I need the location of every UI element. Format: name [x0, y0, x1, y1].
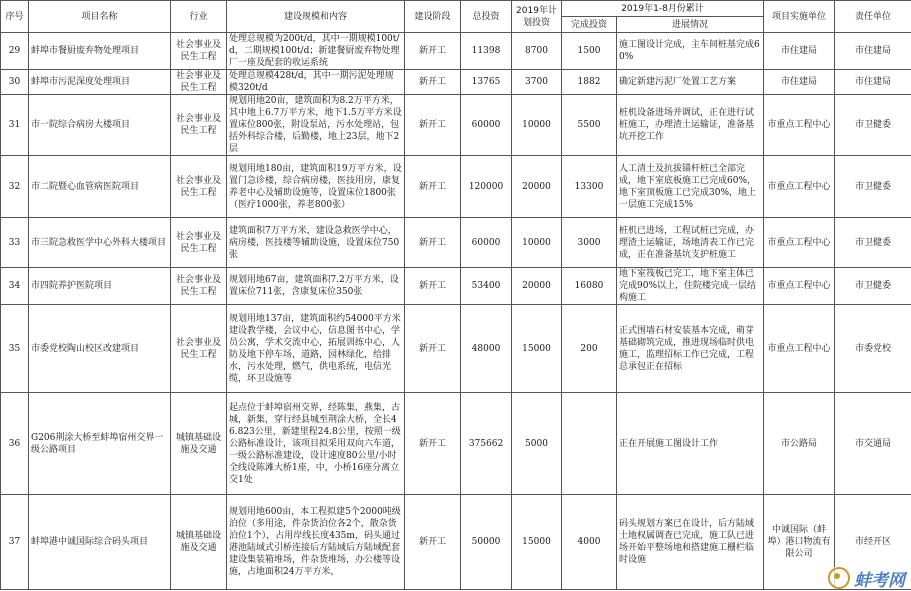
header-progress: 进展情况: [617, 17, 764, 33]
row-progress: 码头规划方案已在设计，后方陆域土地权属调查已完成，施工队已进场开始平整场地和搭建施工栅栏临时设施: [617, 495, 764, 590]
row-scope: 规划用地180亩，建筑面积19万平方米，设置门急诊楼，综合病房楼，医技用房，康复养老中心及辅助设施等，设置床位1800张（医疗1000张，养老800张）: [227, 156, 405, 218]
header-total: 总投资: [461, 1, 512, 33]
row-total: 13765: [461, 70, 512, 95]
table-row: [1, 495, 911, 590]
row-scope: 起点位于蚌埠宿州交界，经陈集，燕集，古城，新集，穿行经县城至荆涂大桥，全长46.823公里，新建里程24.8公里，按照一级公路标准设计，该项目拟采用双向六车道，一级公路标准建设，设计速度80公里/小时全线设陈滩大桥1座，中，小桥16座分离立交1处: [227, 393, 405, 495]
row-total: 50000: [461, 495, 512, 590]
row-stage: 新开工: [405, 495, 461, 590]
watermark-text: 蚌考网: [854, 566, 905, 591]
row-seq: 37: [1, 495, 29, 590]
row-scope: 规划用地600亩，本工程拟建5个2000吨级泊位（多用途，件杂货泊位各2个，散杂货泊位1个），占用岸线长度435m，码头通过港池陆域式引桥连接后方陆域后方陆域配套建设集装箱堆场，件杂货堆场，办公楼等设施，占地面积24万平方米，: [227, 495, 405, 590]
row-progress: 人工清土及抗拔锚杆桩已全部完成，地下室底板施工已完成60%，地下室顶板施工已完成30%，地上一层施工完成15%: [617, 156, 764, 218]
table-row: [1, 268, 911, 305]
row-responsible: 市经开区: [835, 495, 911, 590]
row-plan: 3700: [512, 70, 562, 95]
row-seq: 35: [1, 305, 29, 393]
row-total: 48000: [461, 305, 512, 393]
row-industry: 社会事业及民生工程: [171, 33, 227, 70]
row-stage: 新开工: [405, 156, 461, 218]
row-responsible: 市住建局: [835, 70, 911, 95]
row-stage: 新开工: [405, 33, 461, 70]
row-implementer: 市重点工程中心: [764, 156, 835, 218]
row-plan: 8700: [512, 33, 562, 70]
row-progress: 桩机已进场，工程试桩已完成，办理渣土运输证，场地清表工作已完成，正在准备基坑支护桩施工: [617, 218, 764, 268]
table-header: [1, 1, 911, 33]
header-industry: 行业: [171, 1, 227, 33]
header-name: 项目名称: [29, 1, 171, 33]
row-total: 11398: [461, 33, 512, 70]
row-industry: 社会事业及民生工程: [171, 95, 227, 156]
row-done: 1500: [562, 33, 617, 70]
row-stage: 新开工: [405, 95, 461, 156]
row-name: 市二院暨心血管病医院项目: [29, 156, 171, 218]
header-scope: 建设规模和内容: [227, 1, 405, 33]
watermark: [824, 567, 909, 589]
watermark-logo-icon: [828, 567, 850, 589]
row-name: 市四院养护医院项目: [29, 268, 171, 305]
row-total: 53400: [461, 268, 512, 305]
row-name: 蚌埠市污泥深度处理项目: [29, 70, 171, 95]
row-progress: 桩机设备进场并调试，正在进行试桩施工，办理渣土运输证，准备基坑开挖工作: [617, 95, 764, 156]
row-stage: 新开工: [405, 305, 461, 393]
row-progress: 地下室筏板已完工，地下室主体已完成90%以上，住院楼完成一层结构施工: [617, 268, 764, 305]
row-plan: 20000: [512, 156, 562, 218]
row-done: 1882: [562, 70, 617, 95]
row-done: 3000: [562, 218, 617, 268]
row-responsible: 市卫健委: [835, 218, 911, 268]
row-seq: 34: [1, 268, 29, 305]
row-industry: 社会事业及民生工程: [171, 156, 227, 218]
row-industry: 社会事业及民生工程: [171, 218, 227, 268]
row-scope: 处理总规模为200t/d，其中一期规模100t/d，二期规模100t/d；新建餐厨废弃物处理厂一座及配套的收运系统: [227, 33, 405, 70]
header-plan: 2019年计划投资: [512, 1, 562, 33]
row-industry: 城镇基础设施及交通: [171, 495, 227, 590]
table-row: [1, 156, 911, 218]
row-implementer: 市公路局: [764, 393, 835, 495]
row-done: 13300: [562, 156, 617, 218]
row-responsible: 市卫健委: [835, 95, 911, 156]
row-seq: 36: [1, 393, 29, 495]
header-seq: 序号: [1, 1, 29, 33]
row-total: 375662: [461, 393, 512, 495]
row-scope: 规划用地137亩，建筑面积约54000平方米建设教学楼，会议中心，信息图书中心，学员公寓，学术交流中心，拓展训练中心，人防及地下停车场，道路，园林绿化，给排水，污水处理，燃气，供电系统，电信光缆，环卫设施等: [227, 305, 405, 393]
row-responsible: 市委党校: [835, 305, 911, 393]
table-row: [1, 70, 911, 95]
row-implementer: 市重点工程中心: [764, 305, 835, 393]
row-plan: 15000: [512, 305, 562, 393]
table-row: [1, 33, 911, 70]
row-progress: 正式围墙石材安装基本完成，萌芽基础砌筑完成，推进现场临时供电施工，监理招标工作已完成，工程总承包正在招标: [617, 305, 764, 393]
row-industry: 社会事业及民生工程: [171, 305, 227, 393]
table-row: [1, 393, 911, 495]
row-implementer: 市重点工程中心: [764, 95, 835, 156]
row-responsible: 市交通局: [835, 393, 911, 495]
row-name: 蚌埠市餐厨废弃物处理项目: [29, 33, 171, 70]
row-name: 蚌埠港中诚国际综合码头项目: [29, 495, 171, 590]
row-progress: 施工图设计完成，主车间桩基完成60%: [617, 33, 764, 70]
row-done: 16080: [562, 268, 617, 305]
header-cumulative-group: 2019年1-8月份累计: [562, 1, 764, 17]
row-progress: 确定新建污泥厂处置工艺方案: [617, 70, 764, 95]
header-implementer: 项目实施单位: [764, 1, 835, 33]
row-plan: 15000: [512, 495, 562, 590]
row-name: 市委党校陶山校区改建项目: [29, 305, 171, 393]
row-responsible: 市卫健委: [835, 268, 911, 305]
row-total: 60000: [461, 218, 512, 268]
row-stage: 新开工: [405, 218, 461, 268]
row-industry: 社会事业及民生工程: [171, 70, 227, 95]
row-seq: 30: [1, 70, 29, 95]
row-done: 4000: [562, 495, 617, 590]
row-seq: 29: [1, 33, 29, 70]
row-industry: 城镇基础设施及交通: [171, 393, 227, 495]
table-row: [1, 305, 911, 393]
row-implementer: 中诚国际（蚌埠）港口物流有限公司: [764, 495, 835, 590]
row-scope: 建筑面积7万平方米，建设急救医学中心，病房楼，医技楼等辅助设施，设置床位750张: [227, 218, 405, 268]
header-stage: 建设阶段: [405, 1, 461, 33]
row-seq: 33: [1, 218, 29, 268]
row-name: 市三院急救医学中心外科大楼项目: [29, 218, 171, 268]
header-responsible: 责任单位: [835, 1, 911, 33]
row-industry: 社会事业及民生工程: [171, 268, 227, 305]
row-name: G206荆涂大桥至蚌埠宿州交界一级公路项目: [29, 393, 171, 495]
row-done: [562, 393, 617, 495]
row-seq: 32: [1, 156, 29, 218]
row-plan: 10000: [512, 95, 562, 156]
row-done: 200: [562, 305, 617, 393]
table-row: [1, 95, 911, 156]
table-row: [1, 218, 911, 268]
row-implementer: 市住建局: [764, 70, 835, 95]
row-stage: 新开工: [405, 70, 461, 95]
row-stage: 新开工: [405, 393, 461, 495]
row-seq: 31: [1, 95, 29, 156]
row-implementer: 市重点工程中心: [764, 218, 835, 268]
table-body: [1, 33, 911, 590]
row-plan: 5000: [512, 393, 562, 495]
row-responsible: 市住建局: [835, 33, 911, 70]
row-done: 5500: [562, 95, 617, 156]
row-plan: 20000: [512, 268, 562, 305]
row-stage: 新开工: [405, 268, 461, 305]
row-progress: 正在开展施工图设计工作: [617, 393, 764, 495]
row-scope: 处理总规模428t/d，其中一期污泥处理规模320t/d: [227, 70, 405, 95]
row-scope: 规划用地67亩，建筑面积7.2万平方米，设置床位711张，含康复床位350张: [227, 268, 405, 305]
row-responsible: 市卫健委: [835, 156, 911, 218]
row-total: 60000: [461, 95, 512, 156]
row-plan: 10000: [512, 218, 562, 268]
row-total: 120000: [461, 156, 512, 218]
header-done: 完成投资: [562, 17, 617, 33]
row-implementer: 市住建局: [764, 33, 835, 70]
row-scope: 规划用地20亩，建筑面积为8.2万平方米，其中地上6.7万平方米，地下1.5万平方米设置床位800张，附设泵站，污水处理站，包括外科综合楼，后勤楼，地上23层，地下2层: [227, 95, 405, 156]
row-implementer: 市重点工程中心: [764, 268, 835, 305]
row-name: 市一院综合病房大楼项目: [29, 95, 171, 156]
